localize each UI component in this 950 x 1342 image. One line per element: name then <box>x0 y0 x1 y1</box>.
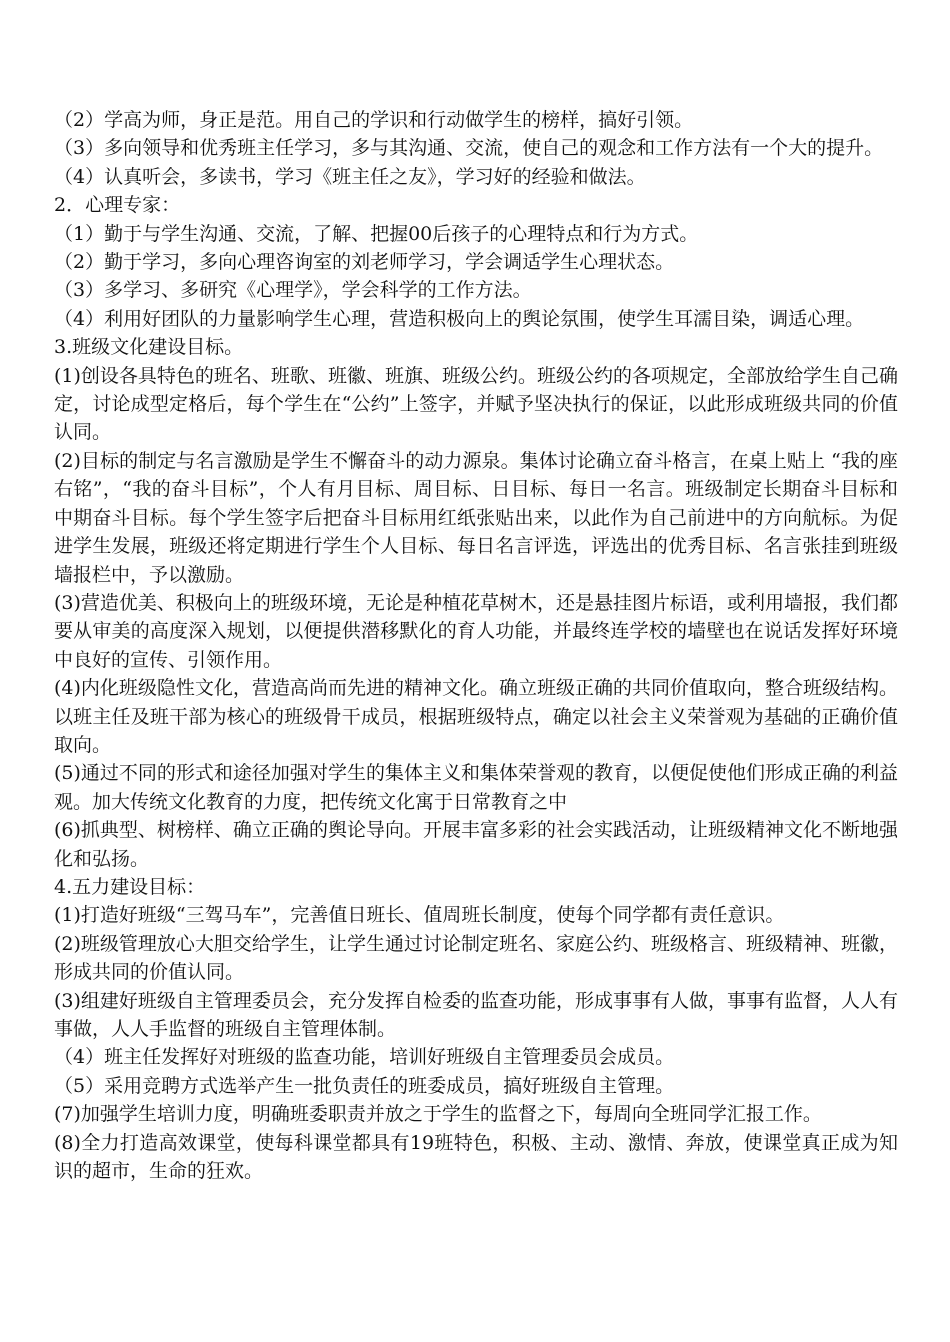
paragraph-4-3: (3)组建好班级自主管理委员会，充分发挥自检委的监查功能，形成事事有人做，事事有监督，人人有事做，人人手监督的班级自主管理体制。 <box>54 989 898 1040</box>
paragraph-2-2-4: （4）利用好团队的力量影响学生心理，营造积极向上的舆论氛围，使学生耳濡目染，调适心理。 <box>54 307 865 330</box>
section-heading-five-forces: 4.五力建设目标： <box>54 875 206 898</box>
document-body <box>54 106 898 1185</box>
paragraph-3-6: (6)抓典型、树榜样、确立正确的舆论导向。开展丰富多彩的社会实践活动，让班级精神文化不断地强化和弘扬。 <box>54 819 898 870</box>
paragraph-2-2-3: （3）多学习、多研究《心理学》，学会科学的工作方法。 <box>54 279 532 302</box>
paragraph-4-4: （4）班主任发挥好对班级的监查功能，培训好班级自主管理委员会成员。 <box>54 1046 675 1069</box>
section-heading-class-culture: 3.班级文化建设目标。 <box>54 336 244 359</box>
paragraph-3-1: (1)创设各具特色的班名、班歌、班徽、班旗、班级公约。班级公约的各项规定，全部放给学生自己确定，讨论成型定格后，每个学生在“公约”上签字，并赋予坚决执行的保证，以此形成班级共同的价值认同。 <box>54 364 898 444</box>
paragraph-2-1-3: （3）多向领导和优秀班主任学习，多与其沟通、交流，使自己的观念和工作方法有一个大的提升。 <box>54 137 884 160</box>
paragraph-2-1-2: （2）学高为师，身正是范。用自己的学识和行动做学生的榜样，搞好引领。 <box>54 109 694 131</box>
paragraph-3-5: (5)通过不同的形式和途径加强对学生的集体主义和集体荣誉观的教育，以便促使他们形成正确的利益观。加大传统文化教育的力度，把传统文化寓于日常教育之中 <box>54 762 898 813</box>
paragraph-3-3: (3)营造优美、积极向上的班级环境，无论是种植花草树木，还是悬挂图片标语，或利用墙报，我们都要从审美的高度深入规划，以便提供潜移默化的育人功能，并最终连学校的墙壁也在说话发挥好环境中良好的宣传、引领作用。 <box>54 591 898 671</box>
section-heading-psychology-expert: 2．心理专家： <box>54 194 181 217</box>
paragraph-3-2: (2)目标的制定与名言激励是学生不懈奋斗的动力源泉。集体讨论确立奋斗格言，在桌上贴上 “我的座右铭”，“我的奋斗目标”，个人有月目标、周目标、日目标、每日一名言。班级制定长期奋斗目标和中期奋斗目标。每个学生签字后把奋斗目标用红纸张贴出来，以此作为自己前进中的方向航标。为促进学生发展，班级还将定期进行学生个人目标、每日名言评选，评选出的优秀目标、名言张挂到班级墙报栏中，予以激励。 <box>54 449 898 586</box>
paragraph-4-7: (7)加强学生培训力度，明确班委职责并放之于学生的监督之下，每周向全班同学汇报工作。 <box>54 1103 822 1126</box>
paragraph-4-2: (2)班级管理放心大胆交给学生，让学生通过讨论制定班名、家庭公约、班级格言、班级精神、班徽，形成共同的价值认同。 <box>54 932 898 984</box>
paragraph-4-5: （5）采用竞聘方式选举产生一批负责任的班委成员，搞好班级自主管理。 <box>54 1074 675 1097</box>
paragraph-3-4: (4)内化班级隐性文化，营造高尚而先进的精神文化。确立班级正确的共同价值取向，整合班级结构。以班主任及班干部为核心的班级骨干成员，根据班级特点，确定以社会主义荣誉观为基础的正确价值取向。 <box>54 677 898 756</box>
paragraph-2-1-4: （4）认真听会，多读书，学习《班主任之友》，学习好的经验和做法。 <box>54 165 646 188</box>
paragraph-4-8: (8)全力打造高效课堂，使每科课堂都具有19班特色，积极、主动、激情、奔放，使课堂真正成为知识的超市，生命的狂欢。 <box>54 1131 898 1183</box>
paragraph-2-2-2: （2）勤于学习，多向心理咨询室的刘老师学习，学会调适学生心理状态。 <box>54 251 675 274</box>
paragraph-2-2-1: （1）勤于与学生沟通、交流，了解、把握00后孩子的心理特点和行为方式。 <box>54 222 699 245</box>
paragraph-4-1: (1)打造好班级“三驾马车”，完善值日班长、值周班长制度，使每个同学都有责任意识。 <box>54 904 785 927</box>
